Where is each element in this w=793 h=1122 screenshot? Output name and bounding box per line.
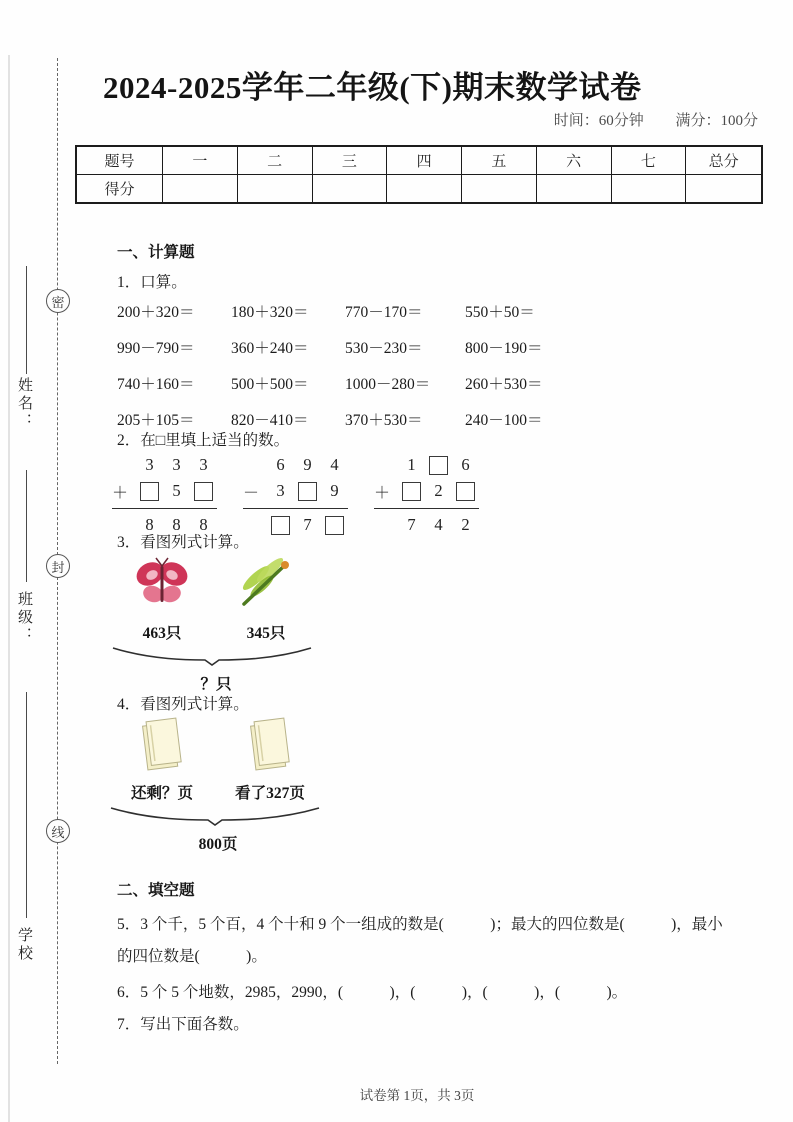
butterfly-count: 463只 — [142, 625, 182, 642]
scan-edge-line — [8, 55, 10, 1122]
digit: 4 — [330, 455, 339, 474]
question5-line1: 5．3 个千，5 个百，4 个十和 9 个一组成的数是( )；最大的四位数是( )，最小 — [117, 916, 723, 933]
seal-char-label: 线 — [51, 824, 65, 840]
answer-box — [452, 482, 479, 501]
calc-expression: 990－790＝ — [117, 340, 195, 357]
seal-char-mi — [46, 289, 70, 313]
total-pages: 800页 — [198, 836, 238, 853]
score-table-header: 四 — [387, 147, 462, 175]
score-table-header: 七 — [612, 147, 687, 175]
vertical-problem-3 — [374, 452, 479, 538]
score-table-header: 一 — [163, 147, 238, 175]
dragonfly-icon — [234, 556, 298, 619]
question6: 6．5 个 5 个地数，2985，2990，( )，( )，( )，( )。 — [117, 984, 628, 1001]
name-blank-line — [26, 266, 27, 374]
calc-expression: 205＋105＝ — [117, 412, 195, 429]
class-blank-line — [26, 470, 27, 582]
underbrace-icon — [108, 805, 328, 832]
operator: ＋ — [112, 484, 129, 502]
mental-math-grid — [117, 300, 573, 430]
calc-expression: 800－190＝ — [465, 340, 543, 357]
seal-char-label: 封 — [51, 559, 65, 575]
score-table-header: 题号 — [77, 147, 163, 175]
operator: ＋ — [374, 484, 391, 502]
score-table-header: 六 — [537, 147, 612, 175]
calc-expression: 770－170＝ — [345, 304, 423, 321]
score-table-header: 三 — [313, 147, 388, 175]
question4-figure — [108, 716, 328, 854]
pages-left-label: 还剩？页 — [130, 785, 193, 802]
score-row-label: 得分 — [77, 175, 163, 202]
score-table-header: 五 — [462, 147, 537, 175]
score-table — [75, 145, 763, 204]
digit: 1 — [407, 455, 416, 474]
seal-char-feng — [46, 554, 70, 578]
book-icon — [246, 716, 294, 779]
book-icon — [138, 716, 186, 779]
name-label: 姓名： — [16, 377, 32, 431]
pages-read-label: 看了327页 — [235, 785, 305, 802]
question-count: ？只 — [200, 676, 232, 693]
dragonfly-count: 345只 — [246, 625, 286, 642]
page-title: 2024-2025学年二年级(下)期末数学试卷 — [103, 70, 642, 105]
question2-label: 2．在□里填上适当的数。 — [117, 432, 290, 449]
vertical-computations — [112, 452, 479, 538]
digit: 8 — [172, 515, 181, 534]
exam-total-score: 满分：100分 — [675, 113, 758, 129]
question3-figure — [110, 556, 322, 694]
answer-box — [398, 482, 425, 501]
digit: 7 — [303, 515, 312, 534]
digit: 9 — [330, 481, 339, 500]
calc-expression: 200＋320＝ — [117, 304, 195, 321]
digit: 2 — [434, 481, 443, 500]
class-label: 班级： — [16, 591, 32, 645]
school-label: 学校 — [16, 927, 32, 963]
question5-line2: 的四位数是( )。 — [117, 948, 267, 965]
calc-expression: 550＋50＝ — [465, 304, 535, 321]
calc-expression: 530－230＝ — [345, 340, 423, 357]
score-table-header: 二 — [238, 147, 313, 175]
school-blank-line — [26, 692, 27, 918]
vertical-problem-1 — [112, 452, 217, 538]
digit: 8 — [199, 515, 208, 534]
calc-expression: 180＋320＝ — [231, 304, 309, 321]
answer-box — [321, 516, 348, 535]
digit: 3 — [145, 455, 154, 474]
answer-box — [267, 516, 294, 535]
question7: 7．写出下面各数。 — [117, 1016, 249, 1033]
digit: 6 — [461, 455, 470, 474]
score-cell — [238, 175, 313, 202]
exam-time: 时间：60分钟 — [553, 113, 644, 129]
score-cell — [686, 175, 761, 202]
calc-expression: 240－100＝ — [465, 412, 543, 429]
score-cell — [612, 175, 687, 202]
digit: 9 — [303, 455, 312, 474]
underbrace-icon — [110, 645, 322, 672]
calc-expression: 370＋530＝ — [345, 412, 423, 429]
score-cell — [537, 175, 612, 202]
digit: 3 — [199, 455, 208, 474]
question4-label: 4．看图列式计算。 — [117, 696, 249, 713]
answer-box — [190, 482, 217, 501]
butterfly-icon — [131, 556, 193, 619]
answer-box — [136, 482, 163, 501]
calc-expression: 740＋160＝ — [117, 376, 195, 393]
page-footer: 试卷第 1页，共 3页 — [359, 1088, 475, 1103]
question3-label: 3．看图列式计算。 — [117, 534, 249, 551]
calc-expression: 500＋500＝ — [231, 376, 309, 393]
calc-expression: 820－410＝ — [231, 412, 309, 429]
digit: 3 — [172, 455, 181, 474]
calc-expression: 1000－280＝ — [345, 376, 431, 393]
score-cell — [387, 175, 462, 202]
vertical-problem-2 — [243, 452, 348, 538]
exam-meta — [554, 109, 758, 130]
answer-box — [294, 482, 321, 501]
answer-box — [425, 456, 452, 475]
section2-title: 二、填空题 — [117, 882, 195, 899]
digit: 8 — [145, 515, 154, 534]
seal-char-xian — [46, 819, 70, 843]
digit: 7 — [407, 515, 416, 534]
score-cell — [313, 175, 388, 202]
digit: 3 — [276, 481, 285, 500]
calc-expression: 260＋530＝ — [465, 376, 543, 393]
calc-expression: 360＋240＝ — [231, 340, 309, 357]
digit: 6 — [276, 455, 285, 474]
operator: － — [243, 484, 260, 502]
score-cell — [462, 175, 537, 202]
digit: 5 — [172, 481, 181, 500]
digit: 4 — [434, 515, 443, 534]
score-cell — [163, 175, 238, 202]
digit: 2 — [461, 515, 470, 534]
section1-title: 一、计算题 — [117, 244, 195, 261]
score-table-header: 总分 — [686, 147, 761, 175]
seal-char-label: 密 — [51, 294, 65, 310]
question1-label: 1．口算。 — [117, 274, 187, 291]
